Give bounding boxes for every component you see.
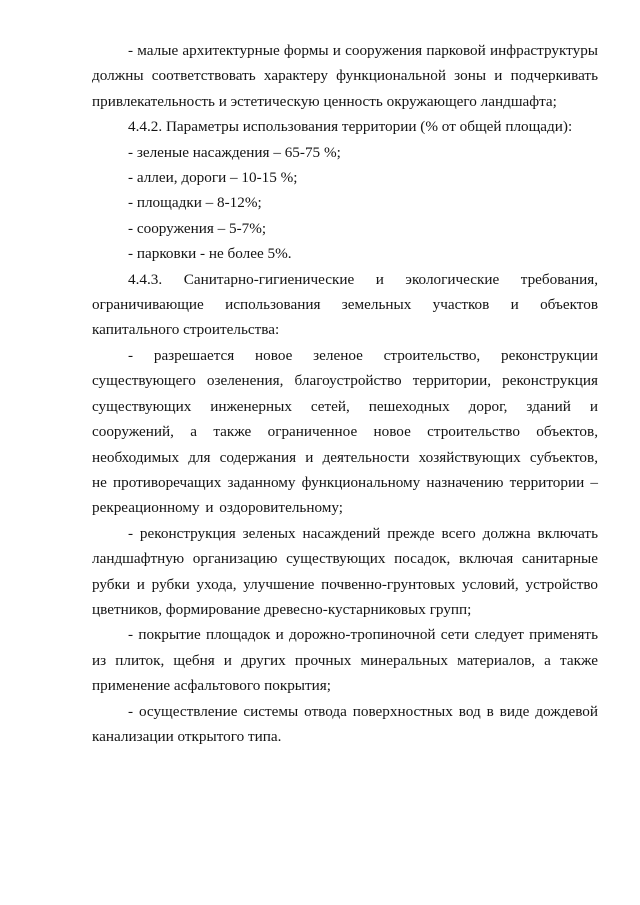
list-item-playgrounds: - площадки – 8-12%; <box>128 194 262 212</box>
list-item-green-plantings: - зеленые насаждения – 65-75 %; <box>128 143 341 161</box>
list-item-alleys-roads: - аллеи, дороги – 10-15 %; <box>128 169 298 187</box>
paragraph-drainage-system: - осуществление системы отвода поверхностных вод в виде дождевой канализации открытого типа. <box>92 702 598 745</box>
section-heading-4-4-2: 4.4.2. Параметры использования территории (% от общей площади): <box>128 118 573 136</box>
document-page <box>92 38 598 749</box>
list-item-parking: - парковки - не более 5%. <box>128 245 292 263</box>
paragraph-covering-of-sites: - покрытие площадок и дорожно-тропиночной сети следует применять из плиток, щебня и других прочных минеральных материалов, а также применение асфальтового покрытия; <box>92 626 598 695</box>
paragraph-small-architectural-forms: - малые архитектурные формы и сооружения парковой инфраструктуры должны соответствовать характеру функциональной зоны и подчеркивать привлекательность и эстетическую ценность окружающего ландшафта; <box>92 42 598 110</box>
paragraph-new-green-construction: - разрешается новое зеленое строительство, реконструкции существующего озеленения, благоустройство территории, реконструкция существующих инженерных сетей, пешеходных дорог, зданий и сооружений, а также ограниченное новое строительство объектов, необходимых для содержания и деятельности хозяйствующих субъектов, не противоречащих заданному функциональному назначению территории – рекреационному и оздоровительному; <box>92 346 598 517</box>
paragraph-reconstruction-green-plantings: - реконструкция зеленых насаждений прежде всего должна включать ландшафтную организацию существующих посадок, включая санитарные рубки и рубки ухода, улучшение почвенно-грунтовых условий, устройство цветников, формирование древесно-кустарниковых групп; <box>92 524 598 618</box>
section-heading-4-4-3: 4.4.3. Санитарно-гигиенические и экологические требования, ограничивающие использования земельных участков и объектов капитального строительства: <box>92 270 598 339</box>
list-item-structures: - сооружения – 5-7%; <box>128 219 267 237</box>
